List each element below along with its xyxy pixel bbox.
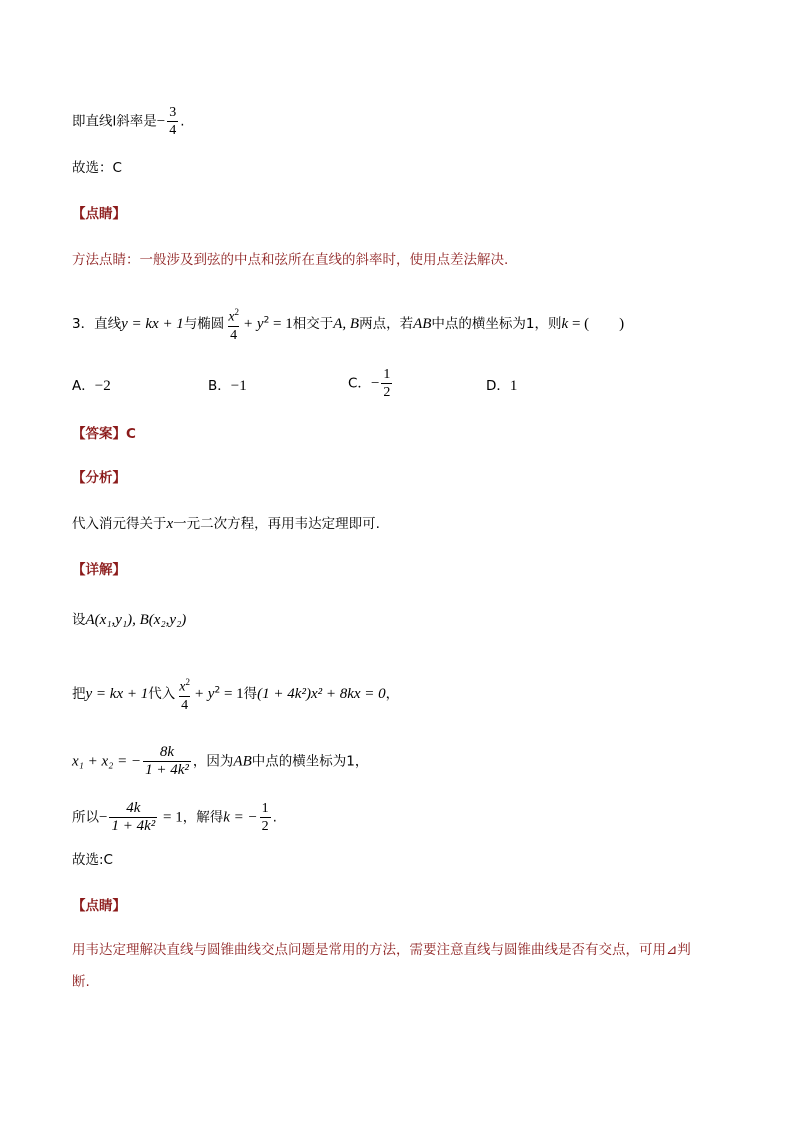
analysis-text: 代入消元得关于x一元二次方程，再用韦达定理即可. — [72, 516, 380, 532]
fraction: $\frac{3}{4}$ — [169, 105, 177, 138]
method-note: 方法点睛：一般涉及到弦的中点和弦所在直线的斜率时，使用点差法解决. — [72, 252, 509, 268]
section-heading-dianjing: 【点睛】 — [72, 206, 126, 222]
choice-line: 故选：C — [72, 160, 122, 176]
detail-line-substitute: 把y = kx + 1代入 $\frac{x^2}{4}$ + $y^2 = 1$得(1 + 4k²)x² + 8kx = 0， — [72, 677, 400, 713]
summary-line-1: 用韦达定理解决直线与圆锥曲线交点问题是常用的方法，需要注意直线与圆锥曲线是否有交点，可用⊿判 — [72, 942, 691, 958]
option-a: A．−2 — [72, 378, 111, 394]
question-3: 3．直线y = kx + 1与椭圆 $\frac{x^2}{4}$ + $y^2 = 1$相交于A, B两点，若AB中点的横坐标为1，则k = ( ) — [72, 307, 625, 343]
option-d: D．1 — [486, 378, 518, 394]
section-heading-fenxi: 【分析】 — [72, 470, 126, 486]
detail-line-solve: 所以− $\frac{4k}{\text{1 + 4k²}}$ = 1，解得k = − $\frac{1}{2}$ . — [72, 800, 277, 834]
summary-line-2: 断. — [72, 974, 90, 990]
answer-line: 【答案】C — [72, 426, 136, 442]
option-b: B．−1 — [208, 378, 247, 394]
choice-line-2: 故选:C — [72, 852, 113, 868]
text-line-slope: 即直线l斜率是− $\frac{3}{4}$ . — [72, 105, 185, 138]
option-c: C．− $\frac{1}{2}$ — [348, 367, 391, 400]
section-heading-dianjing-2: 【点睛】 — [72, 898, 126, 914]
detail-line-vieta: x₁ + x₂ = − $\frac{8k}{\text{1 + 4k²}}$ ，因为AB中点的横坐标为1， — [72, 744, 369, 778]
section-heading-xiangjie: 【详解】 — [72, 562, 126, 578]
detail-line-set: 设A(x₁,y₁), B(x₂,y₂) — [72, 612, 187, 628]
